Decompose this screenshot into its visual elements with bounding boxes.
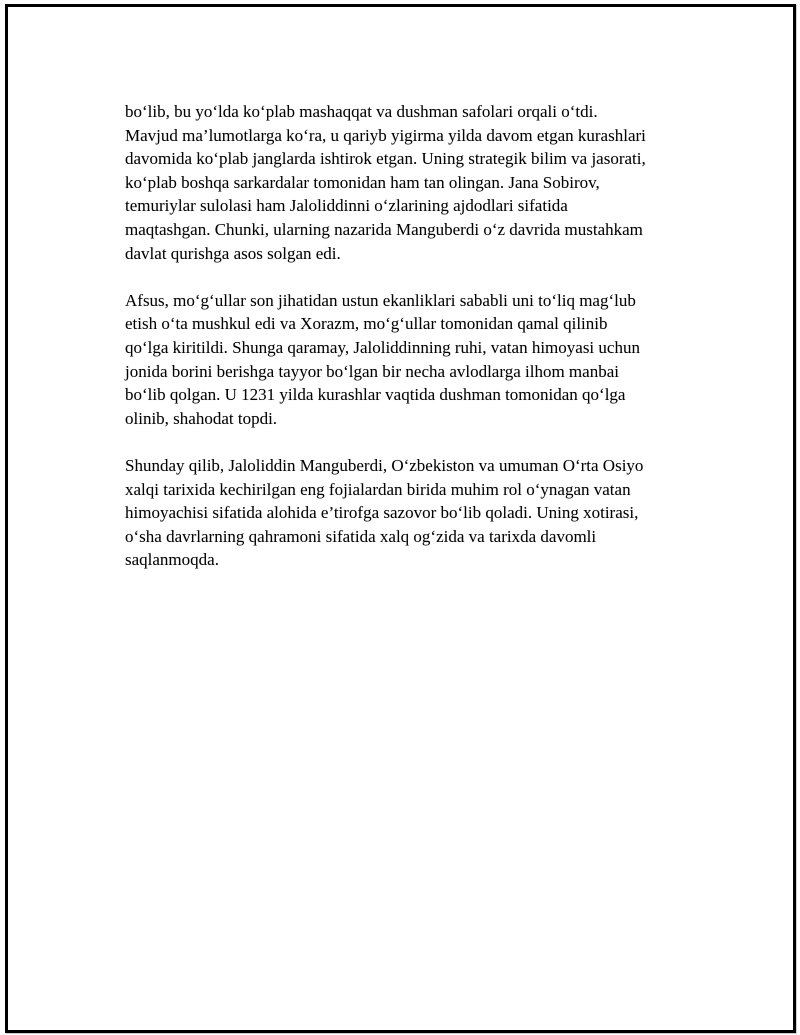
text-line: etish o‘ta mushkul edi va Xorazm, mo‘g‘ullar tomonidan qamal qilinib [125, 314, 608, 334]
text-line: saqlanmoqda. [125, 550, 219, 570]
text-line: Shunday qilib, Jaloliddin Manguberdi, O‘zbekiston va umuman O‘rta Osiyo [125, 455, 644, 475]
text-line: bo‘lib, bu yo‘lda ko‘plab mashaqqat va dushman safolari orqali o‘tdi. [125, 102, 598, 121]
text-line: qo‘lga kiritildi. Shunga qaramay, Jaloliddinning ruhi, vatan himoyasi uchun [125, 337, 640, 357]
text-line: bo‘lib qolgan. U 1231 yilda kurashlar vaqtida dushman tomonidan qo‘lga [125, 385, 626, 405]
text-line: ko‘plab boshqa sarkardalar tomonidan ham tan olingan. Jana Sobirov, [125, 172, 600, 192]
text-line: Mavjud ma’lumotlarga ko‘ra, u qariyb yigirma yilda davom etgan kurashlari [125, 125, 646, 145]
paragraph-1 [125, 100, 705, 265]
text-line: jonida borini berishga tayyor bo‘lgan bir necha avlodlarga ilhom manbai [125, 361, 619, 381]
text-line: davlat qurishga asos solgan edi. [125, 243, 341, 263]
text-line: xalqi tarixida kechirilgan eng fojialardan birida muhim rol o‘ynagan vatan [125, 479, 631, 499]
text-line: himoyachisi sifatida alohida e’tirofga sazovor bo‘lib qoladi. Uning xotirasi, [125, 503, 639, 523]
paragraph-2 [125, 289, 705, 431]
text-line: davomida ko‘plab janglarda ishtirok etgan. Uning strategik bilim va jasorati, [125, 149, 646, 169]
text-line: Afsus, mo‘g‘ullar son jihatidan ustun ekanliklari sababli uni to‘liq mag‘lub [125, 290, 636, 310]
page-frame [5, 4, 796, 1033]
text-line: olinib, shahodat topdi. [125, 408, 278, 428]
text-line: temuriylar sulolasi ham Jaloliddinni o‘zlarining ajdodlari sifatida [125, 196, 568, 216]
text-line: maqtashgan. Chunki, ularning nazarida Manguberdi o‘z davrida mustahkam [125, 219, 643, 239]
paragraph-3 [125, 454, 705, 572]
document-body [125, 100, 705, 595]
text-line: o‘sha davrlarning qahramoni sifatida xalq og‘zida va tarixda davomli [125, 526, 597, 546]
